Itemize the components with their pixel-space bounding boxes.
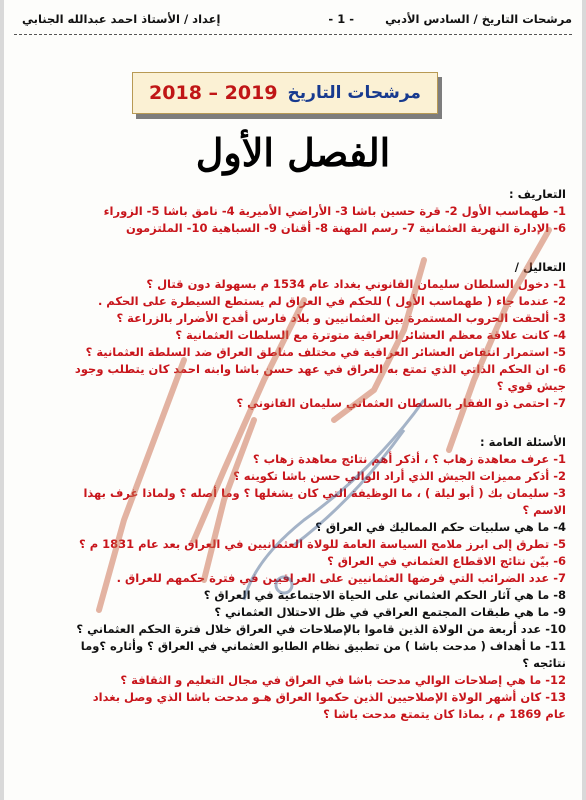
question-item: 7- عدد الضرائب التي فرضها العثمانيين على العراقيين في فترة حكمهم للعراق .	[116, 571, 566, 585]
question-item: 4- ما هي سلبيات حكم المماليك في العراق ؟	[315, 520, 566, 534]
question-item: نتائجه ؟	[522, 656, 566, 670]
questions-list	[18, 451, 566, 723]
question-item: 12- ما هي إصلاحات الوالي مدحت باشا في العراق في مجال التعليم و الثقافة ؟	[120, 673, 566, 687]
header-author: إعداد / الأستاذ احمد عبدالله الجنابي	[22, 12, 221, 26]
reason-item: 5- استمرار انتقاض العشائر العراقية في مختلف مناطق العراق ضد السلطة العثمانية ؟	[85, 345, 566, 359]
reason-item: 7- احتمى ذو الفقار بالسلطان العثماني سليمان القانوني ؟	[236, 396, 566, 410]
question-item: عام 1869 م ، بماذا كان يتمتع مدحت باشا ؟	[323, 707, 566, 721]
questions-heading: الأسئلة العامة :	[480, 435, 566, 449]
document-page	[4, 0, 582, 800]
definitions-row-2: 6- الإدارة النهرية العثمانية 7- رسم المهنة 8- أقنان 9- السباهية 10- الملتزمون	[126, 221, 566, 235]
question-item: 6- بيّن نتائج الاقطاع العثماني في العراق ؟	[327, 554, 566, 568]
reason-item: 2- عندما جاء ( طهماسب الأول ) للحكم في العراق لم يستطع السيطرة على الحكم .	[97, 294, 566, 308]
question-item: 5- تطرق إلى ابرز ملامح السياسة العامة للولاة العثمانيين في العراق بعد عام 1831 م ؟	[79, 537, 566, 551]
page-header	[14, 12, 572, 34]
reason-item: 6- ان الحكم الذاتي الذي تمتع به العراق في عهد حسن باشا وابنه احمد كان يتطلب وجود	[74, 362, 566, 376]
definitions-section	[18, 186, 566, 237]
chapter-title: الفصل الأول	[195, 130, 391, 175]
question-item: 10- عدد أربعة من الولاة الذين قاموا بالإصلاحات في العراق خلال فترة الحكم العثماني ؟	[76, 622, 566, 636]
questions-section	[18, 434, 566, 723]
reasons-section	[18, 259, 566, 412]
definitions-heading: التعاريف :	[508, 187, 566, 201]
question-item: 1- عرف معاهدة زهاب ؟ ، أذكر أهم نتائج معاهدة زهاب ؟	[252, 452, 566, 466]
reason-item: 3- ألحقت الحروب المستمرة بين العثمانيين و بلاد فارس أفدح الأضرار بالزراعة ؟	[116, 311, 566, 325]
question-item: 3- سليمان بك ( أبو ليلة ) ، ما الوظيفة التي كان يشغلها ؟ وما أصله ؟ ولماذا غرف بهذا	[83, 486, 566, 500]
title-banner	[132, 72, 438, 114]
question-item: 9- ما هي طبقات المجتمع العراقي في ظل الاحتلال العثماني ؟	[214, 605, 566, 619]
question-item: 8- ما هي آثار الحكم العثماني على الحياة الاجتماعية في العراق ؟	[203, 588, 566, 602]
reason-item: 4- كانت علاقة معظم العشائر العراقية متوترة مع السلطات العثمانية ؟	[175, 328, 566, 342]
title-years: 2019 – 2018	[149, 82, 278, 104]
definitions-row-1: 1- طهماسب الأول 2- قرة حسين باشا 3- الأراضي الأميرية 4- نامق باشا 5- الزوراء	[103, 204, 566, 218]
question-item: 11- ما أهداف ( مدحت باشا ) من تطبيق نظام الطابو العثماني في العراق ؟ وأثاره ؟وما	[80, 639, 566, 653]
header-subject: مرشحات التاريخ / السادس الأدبي	[385, 12, 572, 26]
question-item: الاسم ؟	[522, 503, 566, 517]
question-item: 2- أذكر مميزات الجيش الذي أراد الوالي حسن باشا تكوينه ؟	[233, 469, 566, 483]
reasons-heading: التعاليل /	[514, 260, 566, 274]
reason-item: جيش قوي ؟	[496, 379, 566, 393]
title-text: مرشحات التاريخ	[287, 83, 421, 103]
page-number: - 1 -	[328, 12, 354, 26]
question-item: 13- كان أشهر الولاة الإصلاحيين الذين حكموا العراق هـو مدحت باشا الذي وصل بغداد	[92, 690, 566, 704]
header-divider	[14, 34, 572, 35]
reason-item: 1- دخول السلطان سليمان القانوني بغداد عام 1534 م بسهولة دون قتال ؟	[146, 277, 566, 291]
